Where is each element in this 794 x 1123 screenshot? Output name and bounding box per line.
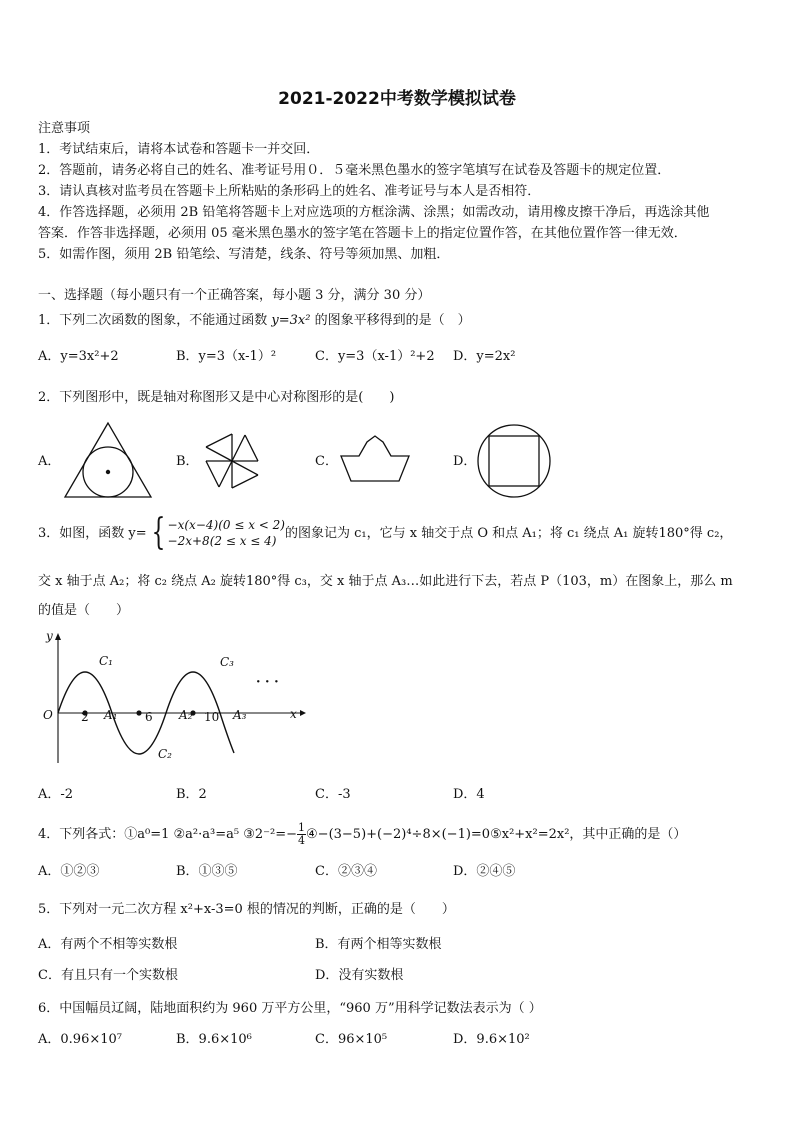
q3-stem-a: 3．如图，函数 y= <box>38 525 147 541</box>
q1-option-c[interactable]: C．y=3（x-1）²+2 <box>315 349 435 364</box>
label-c3: C₃ <box>220 655 234 669</box>
tick-label-2: 2 <box>81 710 89 724</box>
notice-item: 2．答题前，请务必将自己的姓名、准考证号用０．５毫米黑色墨水的签字笔填写在试卷及答题卡的规定位置． <box>38 163 671 178</box>
notice-heading: 注意事项 <box>38 121 91 136</box>
piecewise-function <box>147 512 285 553</box>
question-2-stem: 2．下列图形中，既是轴对称图形又是中心对称图形的是( ) <box>38 390 395 405</box>
q5-option-b[interactable]: B．有两个相等实数根 <box>315 937 442 952</box>
q4-option-b[interactable]: B．①③⑤ <box>176 864 238 879</box>
question-6-stem: 6．中国幅员辽阔，陆地面积约为 960 万平方公里，“960 万”用科学记数法表示为（ ） <box>38 1001 542 1016</box>
label-a3: A₃ <box>233 708 247 722</box>
q6-option-c[interactable]: C．96×10⁵ <box>315 1032 388 1047</box>
q3-case-2: −2x+8(2 ≤ x ≤ 4) <box>167 534 277 548</box>
q3-graph-svg <box>38 628 308 768</box>
q2-option-c[interactable]: C． <box>315 454 338 469</box>
fraction-denominator: 4 <box>298 834 306 848</box>
notice-item: 3．请认真核对监考员在答题卡上所粘贴的条形码上的姓名、准考证号与本人是否相符． <box>38 184 541 199</box>
q5-option-a[interactable]: A．有两个不相等实数根 <box>38 937 178 952</box>
q1-stem-b: 的图象平移得到的是（ ） <box>310 313 471 328</box>
y-axis-label: y <box>46 629 53 643</box>
q3-stem-line3: 的值是（ ） <box>38 603 130 618</box>
q2-option-d[interactable]: D． <box>453 454 477 469</box>
q1-stem-fn: y=3x² <box>271 313 311 328</box>
pinwheel-figure <box>204 432 260 490</box>
q1-option-a[interactable]: A．y=3x²+2 <box>38 349 119 364</box>
tick-label-10: 10 <box>204 710 220 724</box>
q1-stem-a: 1．下列二次函数的图象，不能通过函数 <box>38 313 272 328</box>
q6-option-b[interactable]: B．9.6×10⁶ <box>176 1032 252 1047</box>
fraction <box>297 822 306 847</box>
continuation-dots: · · · <box>256 675 279 690</box>
q3-case-1: −x(x−4)(0 ≤ x < 2) <box>167 517 285 532</box>
x-axis-arrow-icon <box>300 710 306 716</box>
q2-option-a[interactable]: A． <box>38 454 61 469</box>
q4-stem-a: 4．下列各式：①a⁰=1 ②a²·a³=a⁵ ③2⁻²=− <box>38 827 298 843</box>
point-6 <box>136 710 141 715</box>
q4-option-c[interactable]: C．②③④ <box>315 864 377 879</box>
q3-option-c[interactable]: C．-3 <box>315 787 351 802</box>
question-4-stem <box>38 822 686 847</box>
q2-option-b[interactable]: B． <box>176 454 199 469</box>
label-c1: C₁ <box>99 654 113 668</box>
boat-figure <box>339 434 411 484</box>
left-brace-icon: { <box>151 512 165 553</box>
page-title: 2021-2022中考数学模拟试卷 <box>278 89 516 109</box>
question-1-stem <box>38 314 471 327</box>
tick-label-6: 6 <box>145 710 153 724</box>
q5-option-c[interactable]: C．有且只有一个实数根 <box>38 968 178 983</box>
q3-option-d[interactable]: D．4 <box>453 787 485 802</box>
origin-label: O <box>43 708 53 722</box>
y-axis-arrow-icon <box>55 633 61 640</box>
q4-stem-b: ④−(3−5)+(−2)⁴÷8×(−1)=0⑤x²+x²=2x²，其中正确的是（） <box>306 827 687 843</box>
q3-option-b[interactable]: B．2 <box>176 787 207 802</box>
notice-item: 5．如需作图，须用 2B 铅笔绘、写清楚，线条、符号等须加黑、加粗． <box>38 247 450 262</box>
q1-option-d[interactable]: D．y=2x² <box>453 349 516 364</box>
q1-option-b[interactable]: B．y=3（x-1）² <box>176 349 277 364</box>
notice-item: 答案．作答非选择题，必须用 05 毫米黑色墨水的签字笔在答题卡上的指定位置作答，在其他位置作答一律无效． <box>38 226 687 241</box>
question-5-stem: 5．下列对一元二次方程 x²+x-3=0 根的情况的判断，正确的是（ ） <box>38 902 455 917</box>
q5-option-d[interactable]: D．没有实数根 <box>315 968 404 983</box>
q6-option-a[interactable]: A．0.96×10⁷ <box>38 1032 122 1047</box>
question-3-stem <box>38 512 733 553</box>
q3-graph <box>38 628 308 768</box>
q3-stem-line2: 交 x 轴于点 A₂；将 c₂ 绕点 A₂ 旋转180°得 c₃，交 x 轴于点 A₃…如此进行下去，若点 P（103，m）在图象上，那么 m <box>38 574 733 589</box>
q4-option-a[interactable]: A．①②③ <box>38 864 100 879</box>
triangle-with-circle-figure <box>62 420 158 500</box>
label-a1: A₁ <box>104 708 118 722</box>
q6-option-d[interactable]: D．9.6×10² <box>453 1032 530 1047</box>
section-heading: 一、选择题（每小题只有一个正确答案，每小题 3 分，满分 30 分） <box>38 288 431 303</box>
label-a2: A₂ <box>179 708 193 722</box>
x-axis-label: x <box>290 707 297 721</box>
q3-option-a[interactable]: A．-2 <box>38 787 74 802</box>
q4-option-d[interactable]: D．②④⑤ <box>453 864 516 879</box>
fraction-numerator: 1 <box>298 821 306 834</box>
q3-stem-b: 的图象记为 c₁，它与 x 轴交于点 O 和点 A₁；将 c₁ 绕点 A₁ 旋转180°得 c₂， <box>284 525 733 541</box>
square-in-circle-figure <box>476 423 552 499</box>
label-c2: C₂ <box>158 747 172 761</box>
notice-item: 4．作答选择题，必须用 2B 铅笔将答题卡上对应选项的方框涂满、涂黑；如需改动，请用橡皮擦干净后，再选涂其他 <box>38 205 710 220</box>
notice-item: 1．考试结束后，请将本试卷和答题卡一并交回． <box>38 142 320 157</box>
